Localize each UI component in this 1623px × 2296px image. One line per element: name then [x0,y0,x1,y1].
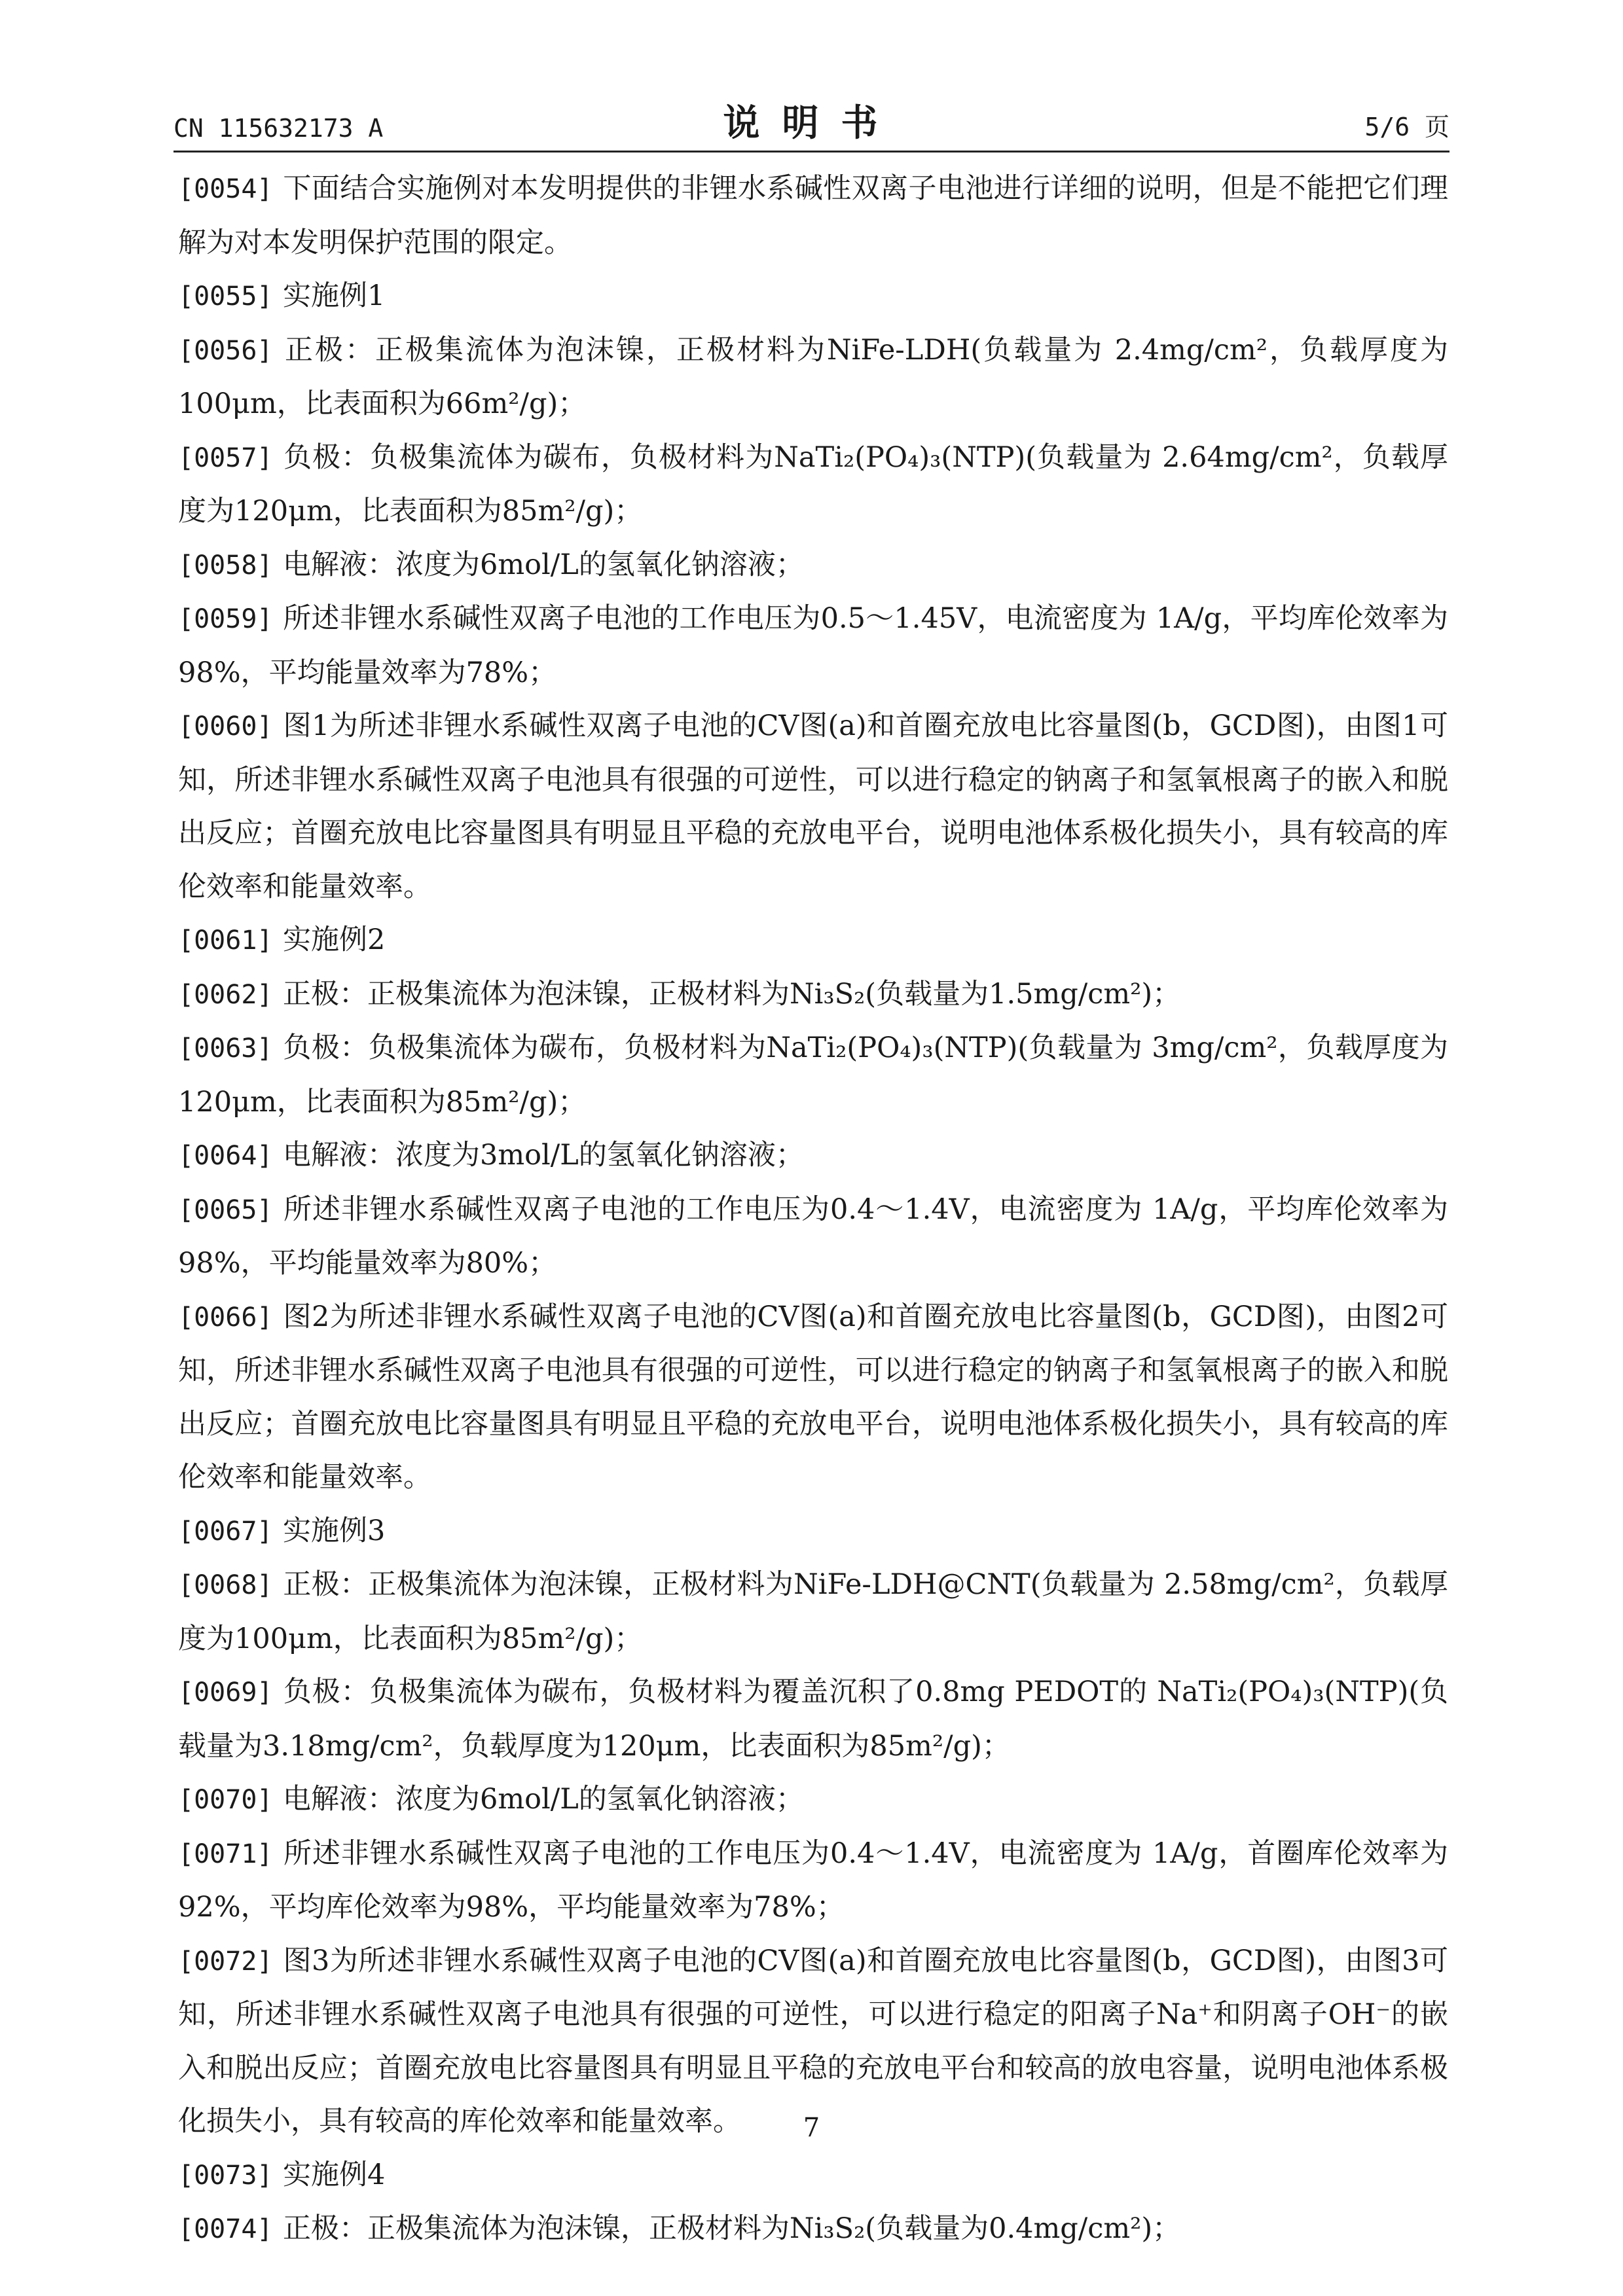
paragraph-text: 所述非锂水系碱性双离子电池的工作电压为0.4～1.4V，电流密度为 1A/g，首圈库伦效率为92%，平均库伦效率为98%，平均能量效率为78%； [178,1837,1448,1924]
paragraph-number: [0061] [178,925,273,956]
paragraph-number: [0064] [178,1141,273,1171]
paragraph [178,968,1448,1022]
paragraph-text: 所述非锂水系碱性双离子电池的工作电压为0.5～1.45V，电流密度为 1A/g，平均库伦效率为98%，平均能量效率为78%； [178,602,1448,689]
paragraph-text: 正极：正极集流体为泡沫镍，正极材料为Ni₃S₂(负载量为0.4mg/cm²)； [283,2212,1181,2245]
paragraph-text: 负极：负极集流体为碳布，负极材料为覆盖沉积了0.8mg PEDOT的 NaTi₂(PO₄)₃(NTP)(负载量为3.18mg/cm²，负载厚度为120μm，比表面积为85m²/g)； [178,1676,1448,1763]
paragraph-text: 所述非锂水系碱性双离子电池的工作电压为0.4～1.4V，电流密度为 1A/g，平均库伦效率为98%，平均能量效率为80%； [178,1193,1448,1280]
paragraph-number: [0067] [178,1516,273,1547]
paragraph-text: 电解液：浓度为3mol/L的氢氧化钠溶液； [283,1139,804,1172]
paragraph-text: 实施例4 [283,2158,386,2191]
page-header [173,98,1450,152]
paragraph-number: [0055] [178,281,273,312]
paragraph-number: [0058] [178,550,273,581]
paragraph-number: [0056] [178,335,273,366]
paragraph-text: 电解液：浓度为6mol/L的氢氧化钠溶液； [283,548,804,581]
paragraph-number: [0054] [178,174,273,204]
paragraph-text: 电解液：浓度为6mol/L的氢氧化钠溶液； [283,1783,804,1816]
document-body [178,162,1448,2257]
page-number: 7 [803,2113,820,2143]
paragraph [178,1129,1448,1183]
paragraph [178,2202,1448,2257]
paragraph [178,1022,1448,1129]
paragraph [178,539,1448,593]
paragraph-text: 图2为所述非锂水系碱性双离子电池的CV图(a)和首圈充放电比容量图(b，GCD图)，由图2可知，所述非锂水系碱性双离子电池具有很强的可逆性，可以进行稳定的钠离子和氢氧根离子的嵌入和脱出反应；首圈充放电比容量图具有明显且平稳的充放电平台，说明电池体系极化损失小，具有较高的库伦效率和能量效率。 [178,1300,1448,1494]
paragraph [178,1773,1448,1827]
paragraph-number: [0070] [178,1785,273,1815]
paragraph-number: [0062] [178,979,273,1010]
paragraph-number: [0074] [178,2214,273,2244]
paragraph-number: [0073] [178,2160,273,2191]
paragraph-text: 正极：正极集流体为泡沫镍，正极材料为NiFe-LDH@CNT(负载量为 2.58mg/cm²，负载厚度为100μm，比表面积为85m²/g)； [178,1568,1448,1655]
paragraph [178,431,1448,539]
paragraph [178,1505,1448,1559]
paragraph [178,2149,1448,2203]
paragraph-text: 正极：正极集流体为泡沫镍，正极材料为Ni₃S₂(负载量为1.5mg/cm²)； [283,977,1181,1011]
paragraph-text: 负极：负极集流体为碳布，负极材料为NaTi₂(PO₄)₃(NTP)(负载量为 2.64mg/cm²，负载厚度为120μm，比表面积为85m²/g)； [178,440,1448,528]
paragraph-text: 正极：正极集流体为泡沫镍，正极材料为NiFe-LDH(负载量为 2.4mg/cm²，负载厚度为100μm，比表面积为66m²/g)； [178,333,1448,420]
publication-number: CN 115632173 A [173,114,384,143]
paragraph-text: 图1为所述非锂水系碱性双离子电池的CV图(a)和首圈充放电比容量图(b，GCD图)，由图1可知，所述非锂水系碱性双离子电池具有很强的可逆性，可以进行稳定的钠离子和氢氧根离子的嵌入和脱出反应；首圈充放电比容量图具有明显且平稳的充放电平台，说明电池体系极化损失小，具有较高的库伦效率和能量效率。 [178,709,1448,903]
paragraph-text: 实施例3 [283,1514,386,1547]
paragraph-number: [0065] [178,1194,273,1225]
paragraph [178,914,1448,968]
paragraph-number: [0068] [178,1570,273,1600]
paragraph-text: 图3为所述非锂水系碱性双离子电池的CV图(a)和首圈充放电比容量图(b，GCD图)，由图3可知，所述非锂水系碱性双离子电池具有很强的可逆性，可以进行稳定的阳离子Na⁺和阴离子OH⁻的嵌入和脱出反应；首圈充放电比容量图具有明显且平稳的充放电平台和较高的放电容量，说明电池体系极化损失小，具有较高的库伦效率和能量效率。 [178,1944,1448,2138]
paragraph-number: [0057] [178,442,273,473]
paragraph-text: 负极：负极集流体为碳布，负极材料为NaTi₂(PO₄)₃(NTP)(负载量为 3mg/cm²，负载厚度为120μm，比表面积为85m²/g)； [178,1031,1448,1119]
paragraph [178,1558,1448,1666]
paragraph-number: [0066] [178,1302,273,1333]
paragraph [178,270,1448,324]
paragraph [178,162,1448,270]
paragraph-number: [0060] [178,711,273,742]
paragraph [178,1827,1448,1935]
paragraph-number: [0063] [178,1033,273,1064]
paragraph-number: [0072] [178,1946,273,1977]
document-title: 说明书 [723,102,900,145]
page-label: 5/6 页 [1364,113,1450,141]
paragraph-number: [0059] [178,604,273,634]
paragraph-text: 实施例2 [283,924,386,956]
paragraph [178,592,1448,700]
paragraph [178,1183,1448,1291]
paragraph [178,700,1448,914]
paragraph [178,1291,1448,1505]
paragraph-text: 实施例1 [283,279,386,312]
paragraph-number: [0071] [178,1839,273,1869]
paragraph [178,1666,1448,1773]
paragraph [178,324,1448,431]
paragraph-text: 下面结合实施例对本发明提供的非锂水系碱性双离子电池进行详细的说明，但是不能把它们理解为对本发明保护范围的限定。 [178,172,1448,259]
paragraph-number: [0069] [178,1677,273,1708]
